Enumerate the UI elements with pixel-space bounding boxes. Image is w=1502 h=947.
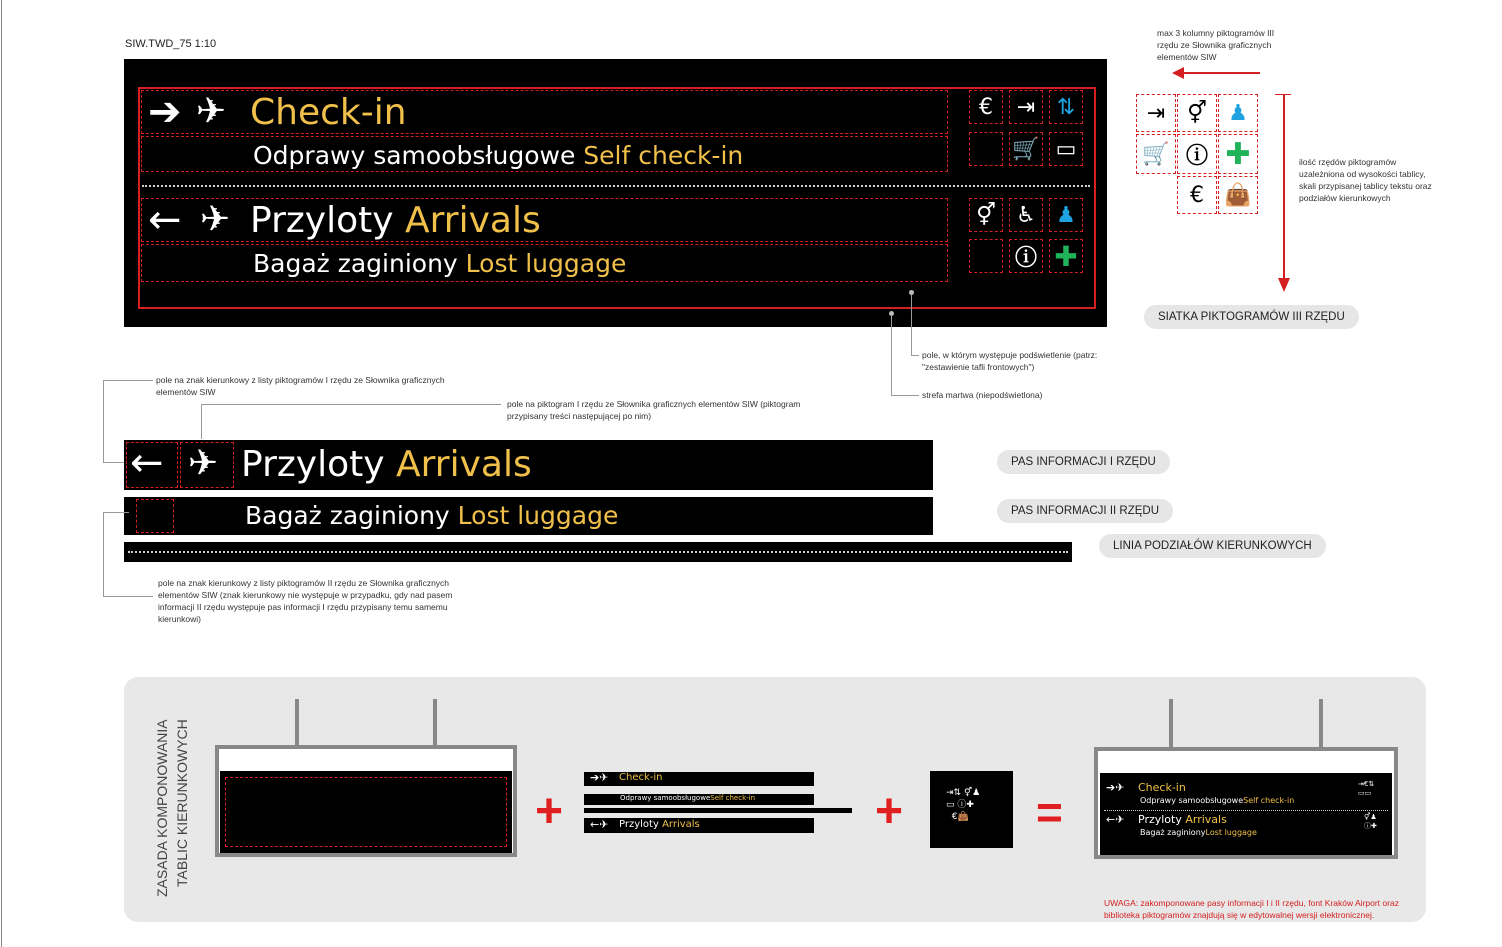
- mini-arrivals-text: [619, 819, 700, 830]
- cabinet-face: [220, 771, 512, 853]
- hanger-right: [1319, 699, 1323, 747]
- information-icon: ⓘ: [1009, 239, 1043, 273]
- leader-line: [201, 404, 202, 439]
- arrivals-en: Arrivals: [404, 200, 541, 241]
- pill-info-row-1: PAS INFORMACJI I RZĘDU: [997, 450, 1170, 474]
- result-lost-en: Lost luggage: [1205, 828, 1257, 837]
- result-arr-pl: Przyloty: [1138, 813, 1182, 826]
- composition-title-1: ZASADA KOMPONOWANIA: [154, 719, 170, 897]
- dir-sign-field-2: [136, 499, 174, 533]
- information-icon: ⓘ: [1177, 134, 1217, 174]
- result-self-text: [1140, 796, 1294, 805]
- strip2-pl: Bagaż zaginiony: [245, 501, 450, 530]
- leader-line: [891, 395, 919, 396]
- pictogram-block: [930, 771, 1013, 848]
- result-arr-en: Arrivals: [1185, 813, 1227, 826]
- note-rows-count: ilość rzędów piktogramów uzależniona od wysokości tablicy, skali przypisanej tablicy tekstu oraz podziałów kierunkowych: [1299, 157, 1432, 203]
- mini-divider: [584, 808, 852, 813]
- note-max-columns: max 3 kolumny piktogramów III rzędu ze Słownika graficznych elementów SIW: [1157, 28, 1275, 62]
- shopping-bag-icon: 👜: [1218, 176, 1258, 214]
- leader-line: [103, 596, 153, 597]
- mini-strip-self: [584, 794, 814, 805]
- composition-title-2: TABLIC KIERUNKOWYCH: [174, 719, 190, 887]
- mini-self-text: [620, 794, 755, 802]
- self-checkin-pl: Odprawy samoobsługowe: [253, 141, 576, 170]
- arrow-left-icon: ←✈: [1106, 813, 1125, 826]
- arrow-right-icon: ➔✈: [590, 771, 609, 784]
- luggage-trolley-icon: 🛒: [1136, 134, 1176, 174]
- empty-cell: [969, 132, 1003, 166]
- arrival-plane-icon: ✈: [200, 199, 231, 240]
- escalator-icon: ⇅: [1049, 90, 1083, 124]
- arrow-left-icon: ←: [148, 197, 182, 243]
- mini-pictograms-icon: ⚥♟ ⓘ✚: [1364, 813, 1377, 830]
- mini-checkin: Check-in: [619, 772, 663, 783]
- result-divider: [1104, 810, 1388, 811]
- self-checkin-line: [253, 141, 743, 170]
- columns-arrow-line: [1182, 72, 1260, 74]
- composition-panel: [124, 677, 1426, 922]
- plus-sign: +: [875, 785, 904, 838]
- leader-line: [911, 295, 912, 355]
- result-face: [1100, 773, 1392, 855]
- mini-self-pl: Odprawy samoobsługowe: [620, 794, 711, 802]
- rows-arrow-cap: [1275, 94, 1291, 95]
- pill-info-row-2: PAS INFORMACJI II RZĘDU: [997, 499, 1173, 523]
- empty-cell: [969, 239, 1003, 273]
- arrival-plane-icon: ✈: [188, 443, 219, 484]
- annotation-dir-sign-field: pole na znak kierunkowy z listy piktogramów I rzędu ze Słownika graficznych elementów SIW: [156, 375, 445, 397]
- mini-strip-arrivals: [584, 818, 814, 833]
- info-strip-2: [124, 497, 933, 535]
- baby-care-icon: ♟: [1218, 94, 1258, 132]
- leader-line: [103, 380, 104, 462]
- cabinet-guide: [225, 777, 507, 847]
- scale-label: SIW.TWD_75 1:10: [125, 38, 217, 50]
- result-lost-text: [1140, 828, 1257, 837]
- strip2-en: Lost luggage: [457, 501, 619, 530]
- toilets-icon: ⚥: [1177, 94, 1217, 132]
- self-checkin-en: Self check-in: [583, 141, 744, 170]
- arrow-left-icon: ←: [130, 440, 164, 486]
- dotted-divider: [128, 551, 1068, 553]
- result-lost-pl: Bagaż zaginiony: [1140, 828, 1206, 837]
- columns-arrow-head: [1172, 67, 1184, 79]
- page-edge: [1, 0, 2, 947]
- result-cabinet: [1094, 747, 1398, 859]
- baby-care-icon: ♟: [1049, 198, 1083, 232]
- exit-icon: ⇥: [1009, 90, 1043, 124]
- equals-sign: =: [1036, 786, 1063, 838]
- luggage-trolley-icon: 🛒: [1009, 132, 1043, 166]
- strip1-text: [241, 444, 532, 485]
- checkin-title: Check-in: [250, 92, 407, 133]
- direction-divider: [142, 185, 1090, 187]
- lost-luggage-pl: Bagaż zaginiony: [253, 249, 458, 278]
- leader-line: [911, 355, 919, 356]
- first-aid-icon: ✚: [1049, 239, 1083, 273]
- mini-strip-checkin: [584, 772, 814, 786]
- annotation-pictogram-field: pole na piktogram I rzędu ze Słownika graficznych elementów SIW (piktogram przypisany treści następującej po nim): [507, 399, 801, 421]
- toilets-icon: ⚥: [969, 198, 1003, 232]
- exit-icon: ⇥: [1136, 94, 1176, 132]
- lost-luggage-line: [253, 249, 626, 278]
- mini-pictograms-icon: ⇥€⇅ ▭▭: [1358, 780, 1375, 797]
- arrow-right-icon: ➔: [148, 89, 182, 135]
- hanger-right: [433, 699, 437, 747]
- mini-pictograms-icon: ⇥⇅ ⚥♟ ▭ ⓘ✚ €👜: [946, 788, 981, 822]
- info-strip-1: [124, 440, 933, 490]
- empty-cabinet: [215, 745, 517, 857]
- plus-sign: +: [535, 785, 564, 838]
- baggage-claim-icon: ▭: [1049, 132, 1083, 166]
- leader-line: [103, 512, 104, 596]
- pictogram-grid-label: SIATKA PIKTOGRAMÓW III RZĘDU: [1144, 305, 1359, 329]
- result-arrivals-text: [1138, 813, 1227, 826]
- departure-plane-icon: ✈: [196, 91, 227, 132]
- warning-note: UWAGA: zakomponowane pasy informacji I i II rzędu, font Kraków Airport oraz biblioteka piktogramów znajdują się w edytowalnej wersji elektronicznej.: [1104, 898, 1399, 920]
- mini-self-en: Self check-in: [710, 794, 756, 802]
- rows-arrow-head: [1278, 278, 1290, 292]
- main-sign: [124, 59, 1107, 327]
- hanger-left: [295, 699, 299, 747]
- result-self-en: Self check-in: [1243, 796, 1295, 805]
- mini-arr-en: Arrivals: [662, 819, 700, 830]
- direction-divider-strip: [124, 542, 1072, 562]
- leader-line: [103, 380, 153, 381]
- annotation-lit-field: pole, w którym występuje podświetlenie (patrz: "zestawienie tafli frontowych"): [922, 350, 1098, 372]
- arrivals-pl: Przyloty: [250, 200, 394, 241]
- mini-arr-pl: Przyloty: [619, 819, 659, 830]
- result-checkin: Check-in: [1138, 781, 1186, 794]
- annotation-dead-zone: strefa martwa (niepodświetlona): [922, 390, 1043, 400]
- hanger-left: [1169, 699, 1173, 747]
- first-aid-icon: ✚: [1218, 134, 1258, 174]
- arrivals-line: [250, 200, 541, 241]
- leader-line: [891, 316, 892, 395]
- pill-divider-line: LINIA PODZIAŁÓW KIERUNKOWYCH: [1099, 534, 1326, 558]
- leader-line: [201, 404, 501, 405]
- currency-exchange-icon: €: [1177, 176, 1217, 214]
- currency-exchange-icon: €: [969, 90, 1003, 124]
- waiting-room-icon: ♿: [1009, 198, 1043, 232]
- strip1-pl: Przyloty: [241, 444, 385, 485]
- arrow-right-icon: ➔✈: [1106, 781, 1125, 794]
- annotation-dir-sign-field-2: pole na znak kierunkowy z listy piktogramów II rzędu ze Słownika graficznych elementów SIW (znak kierunkowy nie występuje w przypadku, gdy nad pasem informacji II rzędu występuje pas informacji I rzędu przypisany temu samemu kierunkowi): [158, 578, 453, 624]
- rows-arrow-line: [1283, 94, 1285, 282]
- lost-luggage-en: Lost luggage: [465, 249, 627, 278]
- strip2-text: [245, 501, 618, 530]
- leader-line: [103, 512, 129, 513]
- strip1-en: Arrivals: [395, 444, 532, 485]
- result-self-pl: Odprawy samoobsługowe: [1140, 796, 1244, 805]
- arrow-left-icon: ←✈: [590, 818, 609, 831]
